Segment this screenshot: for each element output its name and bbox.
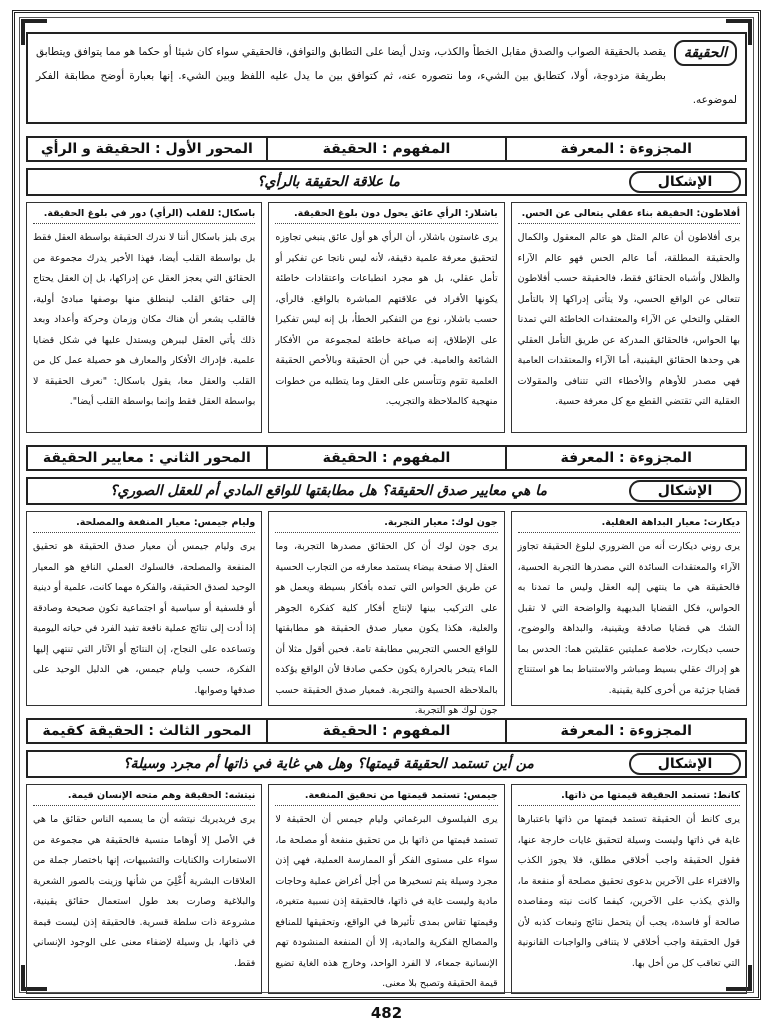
position-text: يرى غاستون باشلار، أن الرأي هو أول عائق ينبغي تجاوزه لتحقيق معرفة علمية دقيقة، لأنه ليس ناتجا عن تفكير أو تأمل عقلي، بل هو مجرد انطباعات واعتقادات خاطئة يكونها الأفراد في علاقتهم المباشرة بالواقع. فالرأي، حسب باشلار، نوع من التفكير الخطأ، بل إنه ليس تفكيرا على الإطلاق، إنه صياغة خاطئة لمجموعة من الأفكار الشائعة والعامية. في حين أن الحقيقة وبالأخص الحقيقة العلمية تقوم وتتأسس على العقل وما يتطلبه من خطوات منهجية كالملاحظة والتجريب. <box>275 232 498 407</box>
problem-row <box>26 750 747 778</box>
position-text: يرى بليز باسكال أننا لا ندرك الحقيقة بواسطة العقل فقط بل بواسطة القلب أيضا، فهذا الأخير يدرك مجموعة من الحقائق التي يعجز العقل عن إدراكها، بل إن العقل يحتاج إلى حقائق القلب لينطلق منها بوصفها مبادئ أولية، فالقلب يشعر أن هناك مكان وزمان وحركة وأعداد وبعد ذلك يأتي العقل ليبرهن ويستدل عليها في شكل قضايا علمية. فإدراك الأفكار والمعارف هو حصيلة عمل كل من القلب والعقل معا، يقول باسكال: "نعرف الحقيقة لا بواسطة العقل فقط وإنما بواسطة القلب أيضا". <box>33 232 256 407</box>
position-column <box>511 511 747 706</box>
section-axis-1 <box>26 136 747 433</box>
position-text: يرى وليام جيمس أن معيار صدق الحقيقة هو تحقيق المنفعة والمصلحة، فالسلوك العملي النافع هو المعيار الوحيد لصدق الحقيقة، والفكرة مهما كانت، علمية أو دينية أو فلسفية أو سياسية أو اجتماعية تكون صحيحة وصادقة إذا أدت إلى نتائج عملية نافعة تفيد الفرد في حياته اليومية وتساعده على النجاح، إن النتائج أو الآثار التي تنتهي إليها الفكرة، حسب وليام جيمس، هي الدليل الوحيد على صدقها وصوابها. <box>33 541 256 696</box>
positions-columns <box>26 202 747 433</box>
position-heading: باشلار: الرأي عائق يحول دون بلوغ الحقيقة. <box>275 207 497 224</box>
position-text: يرى جون لوك أن كل الحقائق مصدرها التجربة، وما العقل إلا صفحة بيضاء يستمد معارفه من التجارب الحسية عن طريق الحواس التي تمده بأفكار بسيطة ويعمل هو على التركيب بينها لإنتاج أفكار كلية كفكرة الجوهر والعلية، هكذا يكون معيار صدق الحقيقة هو مطابقتها للواقع الحسي التجريبي مطابقة تامة. فحين أقول مثلا أن الماء يتبخر بالحرارة يكون حكمي صادقا لأن الواقع يؤكده بالملاحظة الحسية والتجربة. فمعيار صدق الحقيقة حسب جون لوك هو التجربة. <box>275 541 498 716</box>
axis-label: المحور الثاني : معايير الحقيقة <box>28 446 268 470</box>
positions-columns <box>26 784 747 994</box>
problem-row <box>26 477 747 505</box>
position-text: يرى كانط أن الحقيقة تستمد قيمتها من ذاتها باعتبارها غاية في ذاتها وليست وسيلة لتحقيق غايات خارجة عنها، فقول الحقيقة واجب أخلاقي مطلق، فلا يجوز الكذب والافتراء على الآخرين بدعوى تحقيق مصلحة أو منفعة ما، والذي يكذب على الآخرين، كيفما كانت نيته ومقاصده صالحة أو فاسدة، يجب أن يتحمل نتائج وتبعات كذبه لأن قول الحقيقة واجب أخلاقي لا يتنافى والواجبات القانونية التي تعاقب كل من أخل بها. <box>517 814 740 969</box>
problem-question: ما علاقة الحقيقة بالرأي؟ <box>257 174 400 190</box>
page-number-text: 482 <box>361 1004 412 1022</box>
position-text: يرى أفلاطون أن عالم المثل هو عالم المعقول والكمال والحقيقة المطلقة، أما عالم الحس فهو عالم الآراء والظلال وأشباه الحقائق فقط، فالحقيقة حسب أفلاطون تتعالى عن الواقع الحسي، ولا يتأتى إدراكها إلا بالتأمل العقلي والتخلي عن الآراء والمعتقدات الخاطئة التي تمدنا بها الحواس، فالحقائق المدركة عن طريق التأمل العقلي هي وحدها الحقائق اليقينية، أما الآراء والمعتقدات العامية فهي مصدر للأوهام والأخطاء التي تتنافى والمقولات العقلية التي تقتضي القطع مع كل معرفة حسية. <box>517 232 740 407</box>
position-heading: أفلاطون: الحقيقة بناء عقلي يتعالى عن الحس. <box>518 207 740 224</box>
position-heading: ديكارت: معيار البداهة العقلية. <box>518 516 740 533</box>
position-heading: جون لوك: معيار التجربة. <box>275 516 497 533</box>
page-number <box>0 1004 773 1022</box>
concept-label: المفهوم : الحقيقة <box>268 719 508 743</box>
position-heading: باسكال: للقلب (الرأي) دور في بلوغ الحقيقة. <box>33 207 255 224</box>
axis-header <box>26 136 747 162</box>
positions-columns <box>26 511 747 716</box>
definition-text: يقصد بالحقيقة الصواب والصدق مقابل الخطأ والكذب، وتدل أيضا على التطابق والتوافق، فالحقيقي سواء كان شيئا أو حكما هو مما يتوافق ويتطابق بطريقة مزدوجة، أولا، كتطابق بين الشيء، وما نتصوره عنه، ثم كتوافق بين ما يدل عليه اللفظ وبين الشيء. إنها بعبارة أوضح مطابقة الفكر لموضوعه. <box>36 46 737 106</box>
problem-row <box>26 168 747 196</box>
concept-label: المفهوم : الحقيقة <box>268 446 508 470</box>
definition-box <box>26 32 747 124</box>
position-column <box>268 202 504 433</box>
position-column <box>511 784 747 994</box>
module-label: المجزوءة : المعرفة <box>560 450 692 466</box>
axis-header <box>26 445 747 471</box>
position-column <box>268 784 504 994</box>
problem-question: من أين تستمد الحقيقة قيمتها؟ وهل هي غاية في ذاتها أم مجرد وسيلة؟ <box>123 756 534 772</box>
definition-title: الحقيقة <box>674 40 737 66</box>
axis-label: المحور الأول : الحقيقة و الرأي <box>28 137 268 161</box>
section-axis-3 <box>26 718 747 994</box>
module-label: المجزوءة : المعرفة <box>560 723 692 739</box>
position-heading: وليام جيمس: معيار المنفعة والمصلحة. <box>33 516 255 533</box>
position-column <box>26 511 262 706</box>
position-column <box>26 784 262 994</box>
axis-label: المحور الثالث : الحقيقة كقيمة <box>28 719 268 743</box>
problem-question: ما هي معايير صدق الحقيقة؟ هل مطابقتها للواقع المادي أم للعقل الصوري؟ <box>109 483 547 499</box>
position-column <box>268 511 504 716</box>
section-axis-2 <box>26 445 747 716</box>
position-heading: جيمس: تستمد قيمتها من تحقيق المنفعة. <box>275 789 497 806</box>
concept-label: المفهوم : الحقيقة <box>268 137 508 161</box>
problem-tag: الإشكال <box>629 753 741 775</box>
position-text: يرى الفيلسوف البرغماتي وليام جيمس أن الحقيقة لا تستمد قيمتها من ذاتها بل من تحقيق منفعة أو مصلحة ما، سواء على مستوى الفكر أو الممارسة العملية، فهي إذن مجرد وسيلة يتم تسخيرها من أجل أغراض عملية وحاجات مادية وليست غاية في ذاتها، فالحقيقة إذن نسبية متغيرة، وقيمتها تقاس بمدى تأثيرها في الواقع، وتحقيقها للمنافع والمصالح الفكرية والمادية، إلا أن المنفعة المنشودة تهم الإنسانية جمعاء، لا الفرد الواحد، وخارج هذه الغاية تضيع قيمة الحقيقة وتصبح بلا معنى. <box>275 814 498 989</box>
position-text: يرى فريديريك نيتشه أن ما يسميه الناس حقائق ما هي في الأصل إلا أوهاما منسية فالحقيقة هي مجموعة من الاستعارات والكنايات والتشبيهات، إنها باختصار جملة من العلاقات البشرية أُعْلِيَ من شأنها وزينت بالصور الشعرية والبلاغية وصارت بعد طول استعمال حقائق يقينية، مشروعة ذات سلطة قسرية. فالحقيقة إذن ليست قيمة في ذاتها، بل وسيلة لإضفاء معنى على الوجود الإنساني فقط. <box>33 814 256 969</box>
problem-tag: الإشكال <box>629 480 741 502</box>
position-column <box>511 202 747 433</box>
axis-header <box>26 718 747 744</box>
position-heading: نيتشه: الحقيقة وهم متحه الإنسان قيمة. <box>33 789 255 806</box>
position-column <box>26 202 262 433</box>
position-heading: كانط: تستمد الحقيقة قيمتها من ذاتها. <box>518 789 740 806</box>
position-text: يرى روني ديكارت أنه من الضروري لبلوغ الحقيقة تجاوز الآراء والمعتقدات السائدة التي مصدرها التجربة الحسية، فالحقيقة هي ما ينتهي إليه العقل وليس ما تمدنا به الحواس، فكل القضايا البديهية والواضحة التي لا تقبل الشك هي قضايا صادقة ويقينية، والبداهة والوضوح، حسب ديكارت، خلاصة عمليتين عقليتين هما: الحدس بما هو إدراك عقلي بسيط ومباشر والاستنباط بما هو استنتاج قضايا جزئية من أخرى كلية يقينية. <box>517 541 740 696</box>
page-content <box>26 32 747 994</box>
module-label: المجزوءة : المعرفة <box>560 141 692 157</box>
problem-tag: الإشكال <box>629 171 741 193</box>
